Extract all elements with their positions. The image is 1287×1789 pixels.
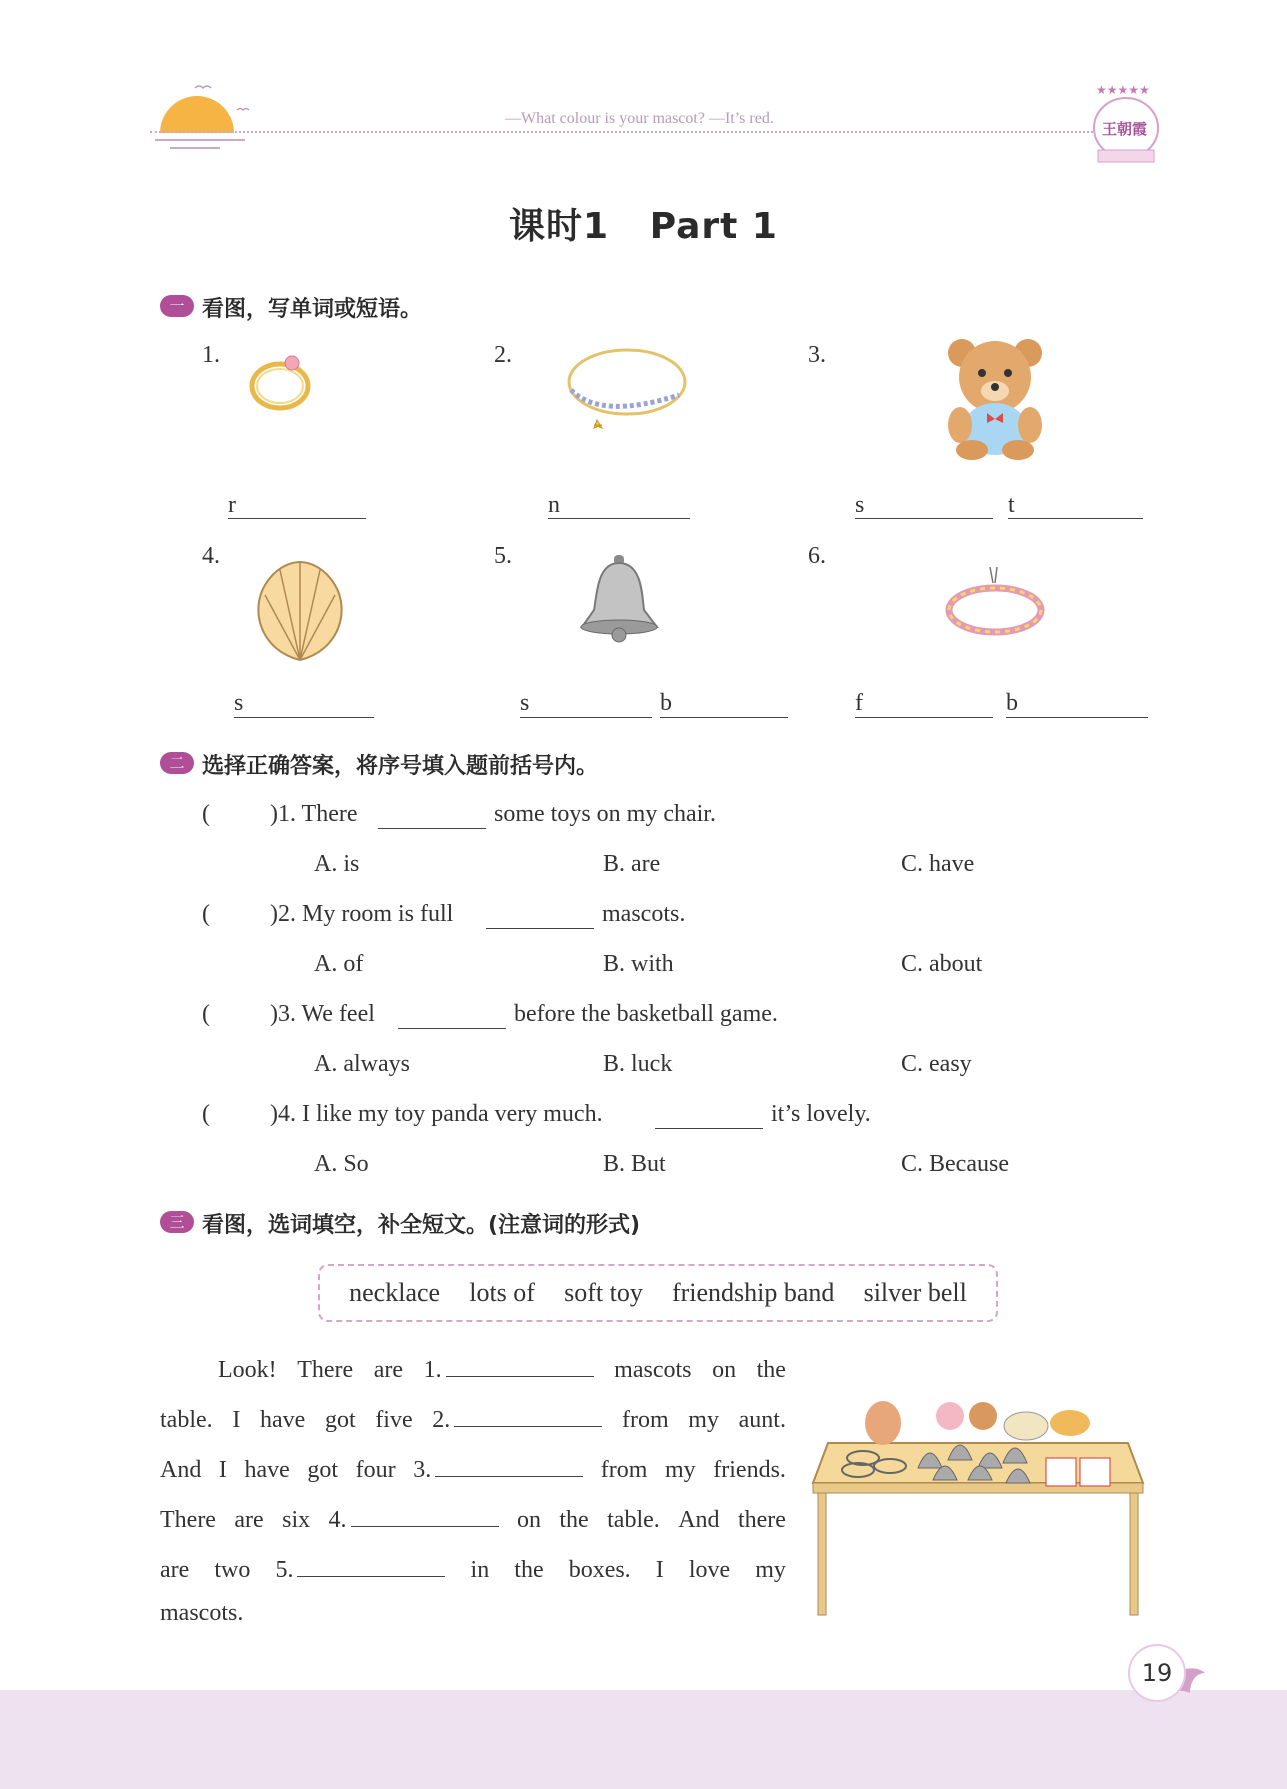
passage-word: two xyxy=(214,1557,251,1583)
passage-word: are xyxy=(160,1557,190,1583)
passage-line-6 xyxy=(160,1600,243,1627)
word-bank-item: friendship band xyxy=(671,1278,835,1307)
question-blank xyxy=(398,1028,506,1029)
passage-blank-group xyxy=(424,1350,594,1384)
question-stem: )2. My room is full xyxy=(270,901,454,927)
question-stem-end: before the basketball game. xyxy=(514,1001,778,1027)
section-badge-2: 二 xyxy=(160,752,194,774)
blank-number: 1. xyxy=(423,1357,442,1383)
passage-line-2 xyxy=(160,1400,786,1434)
passage-word: my xyxy=(665,1457,696,1483)
passage-word: have xyxy=(244,1457,290,1483)
answer-line[interactable] xyxy=(228,518,366,519)
passage-word: And xyxy=(678,1507,720,1533)
answer-prefix: b xyxy=(1006,690,1018,716)
svg-text:★★★★★: ★★★★★ xyxy=(1096,83,1150,97)
passage-word: There xyxy=(297,1357,354,1383)
passage-word: the xyxy=(756,1357,786,1383)
passage-word: in xyxy=(470,1557,490,1583)
option-a[interactable]: A. is xyxy=(314,851,360,877)
blank-number: 2. xyxy=(432,1407,451,1433)
blank-number: 5. xyxy=(275,1557,294,1583)
passage-word: Look! xyxy=(218,1357,277,1383)
passage-word: I xyxy=(655,1557,664,1583)
passage-word: from xyxy=(600,1457,648,1483)
passage-word: table. xyxy=(160,1407,213,1433)
question-stem-end: mascots. xyxy=(602,901,686,927)
passage-word: friends. xyxy=(713,1457,786,1483)
word-bank-item: necklace xyxy=(349,1278,441,1307)
passage-blank-group xyxy=(413,1450,583,1484)
silver-bell-icon xyxy=(572,555,667,645)
answer-prefix: f xyxy=(855,690,863,716)
passage-word: four xyxy=(355,1457,396,1483)
passage-blank[interactable] xyxy=(351,1500,499,1527)
answer-prefix: t xyxy=(1008,492,1015,518)
passage-word: love xyxy=(688,1557,731,1583)
answer-prefix: b xyxy=(660,690,672,716)
passage-word: are xyxy=(373,1357,404,1383)
answer-prefix: s xyxy=(855,492,865,518)
option-b[interactable]: B. are xyxy=(603,851,661,877)
option-b[interactable]: B. But xyxy=(603,1151,666,1177)
option-a[interactable]: A. So xyxy=(314,1151,369,1177)
answer-line[interactable] xyxy=(660,717,788,718)
passage-word: the xyxy=(514,1557,544,1583)
passage-word: table. xyxy=(607,1507,660,1533)
blank-number: 4. xyxy=(328,1507,347,1533)
answer-line[interactable] xyxy=(855,717,993,718)
section-badge-1: 一 xyxy=(160,295,194,317)
question-stem-end: it’s lovely. xyxy=(771,1101,871,1127)
answer-bracket[interactable]: ( xyxy=(202,1001,210,1027)
question-stem-end: some toys on my chair. xyxy=(494,801,716,827)
passage-word: on xyxy=(712,1357,737,1383)
option-c[interactable]: C. about xyxy=(901,951,983,977)
passage-line-3 xyxy=(160,1450,786,1484)
passage-word: There xyxy=(160,1507,216,1533)
friendship-band-icon xyxy=(945,565,1045,640)
passage-blank[interactable] xyxy=(454,1400,602,1427)
passage-blank[interactable] xyxy=(446,1350,594,1377)
ring-icon xyxy=(245,348,315,418)
passage-word: on xyxy=(516,1507,541,1533)
option-b[interactable]: B. with xyxy=(603,951,674,977)
passage-line-5 xyxy=(160,1550,786,1584)
answer-prefix: r xyxy=(228,492,236,518)
answer-bracket[interactable]: ( xyxy=(202,801,210,827)
passage-word: there xyxy=(737,1507,786,1533)
item-number: 2. xyxy=(494,342,512,368)
section-badge-3: 三 xyxy=(160,1211,194,1233)
passage-word: And xyxy=(160,1457,202,1483)
section-instruction-3: 看图，选词填空，补全短文。(注意词的形式) xyxy=(202,1213,641,1238)
section-instruction-1: 看图，写单词或短语。 xyxy=(202,297,423,322)
soft-toy-bear-icon xyxy=(940,335,1050,461)
passage-word: boxes. xyxy=(568,1557,631,1583)
passage-word: I xyxy=(232,1407,241,1433)
blank-number: 3. xyxy=(413,1457,432,1483)
passage-word: five xyxy=(375,1407,413,1433)
footer-band xyxy=(0,1690,1287,1789)
passage-blank-group xyxy=(329,1500,499,1534)
passage-word: mascots. xyxy=(160,1600,244,1626)
question-blank xyxy=(486,928,594,929)
passage-line-1 xyxy=(218,1350,786,1384)
word-bank xyxy=(320,1266,996,1320)
passage-word: from xyxy=(621,1407,669,1433)
necklace-icon xyxy=(565,340,690,440)
passage-word: the xyxy=(559,1507,589,1533)
item-number: 1. xyxy=(202,342,220,368)
header-rule xyxy=(150,131,1093,133)
word-bank-item: silver bell xyxy=(863,1278,967,1307)
passage-word: mascots xyxy=(614,1357,692,1383)
answer-line[interactable] xyxy=(234,717,374,718)
option-c[interactable]: C. easy xyxy=(901,1051,972,1077)
question-stem: )4. I like my toy panda very much. xyxy=(270,1101,603,1127)
question-stem: )1. There xyxy=(270,801,358,827)
word-bank-item: lots of xyxy=(469,1278,535,1307)
passage-blank[interactable] xyxy=(435,1450,583,1477)
question-stem: )3. We feel xyxy=(270,1001,375,1027)
passage-blank[interactable] xyxy=(297,1550,445,1577)
option-a[interactable]: A. of xyxy=(314,951,364,977)
passage-word: six xyxy=(282,1507,311,1533)
answer-prefix: s xyxy=(520,690,530,716)
item-number: 6. xyxy=(808,543,826,569)
passage-word: got xyxy=(324,1407,356,1433)
answer-prefix: n xyxy=(548,492,560,518)
question-blank xyxy=(378,828,486,829)
answer-line[interactable] xyxy=(855,518,993,519)
passage-blank-group xyxy=(432,1400,602,1434)
answer-bracket[interactable]: ( xyxy=(202,1101,210,1127)
passage-blank-group xyxy=(275,1550,445,1584)
option-c[interactable]: C. have xyxy=(901,851,975,877)
passage-word: I xyxy=(218,1457,227,1483)
passage-line-4 xyxy=(160,1500,786,1534)
brand-logo-text: 王朝霞 xyxy=(1102,120,1148,138)
word-bank-item: soft toy xyxy=(564,1278,643,1307)
answer-line[interactable] xyxy=(548,518,690,519)
option-c[interactable]: C. Because xyxy=(901,1151,1009,1177)
item-number: 5. xyxy=(494,543,512,569)
brand-logo xyxy=(1088,80,1166,166)
passage-word: got xyxy=(307,1457,339,1483)
passage-word: my xyxy=(755,1557,786,1583)
passage-word: have xyxy=(259,1407,306,1433)
header-banner: —What colour is your mascot? —It’s red. xyxy=(505,110,774,127)
answer-prefix: s xyxy=(234,690,244,716)
item-number: 4. xyxy=(202,543,220,569)
passage-word: my xyxy=(688,1407,719,1433)
answer-line[interactable] xyxy=(1008,518,1143,519)
option-b[interactable]: B. luck xyxy=(603,1051,673,1077)
passage-word: aunt. xyxy=(738,1407,786,1433)
option-a[interactable]: A. always xyxy=(314,1051,410,1077)
answer-line[interactable] xyxy=(1006,717,1148,718)
mascot-table-illustration xyxy=(808,1368,1148,1618)
answer-bracket[interactable]: ( xyxy=(202,901,210,927)
section-instruction-2: 选择正确答案，将序号填入题前括号内。 xyxy=(202,754,599,779)
passage-word: are xyxy=(234,1507,264,1533)
shell-icon xyxy=(250,560,350,665)
page-number: 19 xyxy=(1128,1644,1186,1702)
page-title: 课时1 Part 1 xyxy=(509,206,778,247)
item-number: 3. xyxy=(808,342,826,368)
answer-line[interactable] xyxy=(520,717,652,718)
question-blank xyxy=(655,1128,763,1129)
sun-logo-icon xyxy=(150,78,260,153)
